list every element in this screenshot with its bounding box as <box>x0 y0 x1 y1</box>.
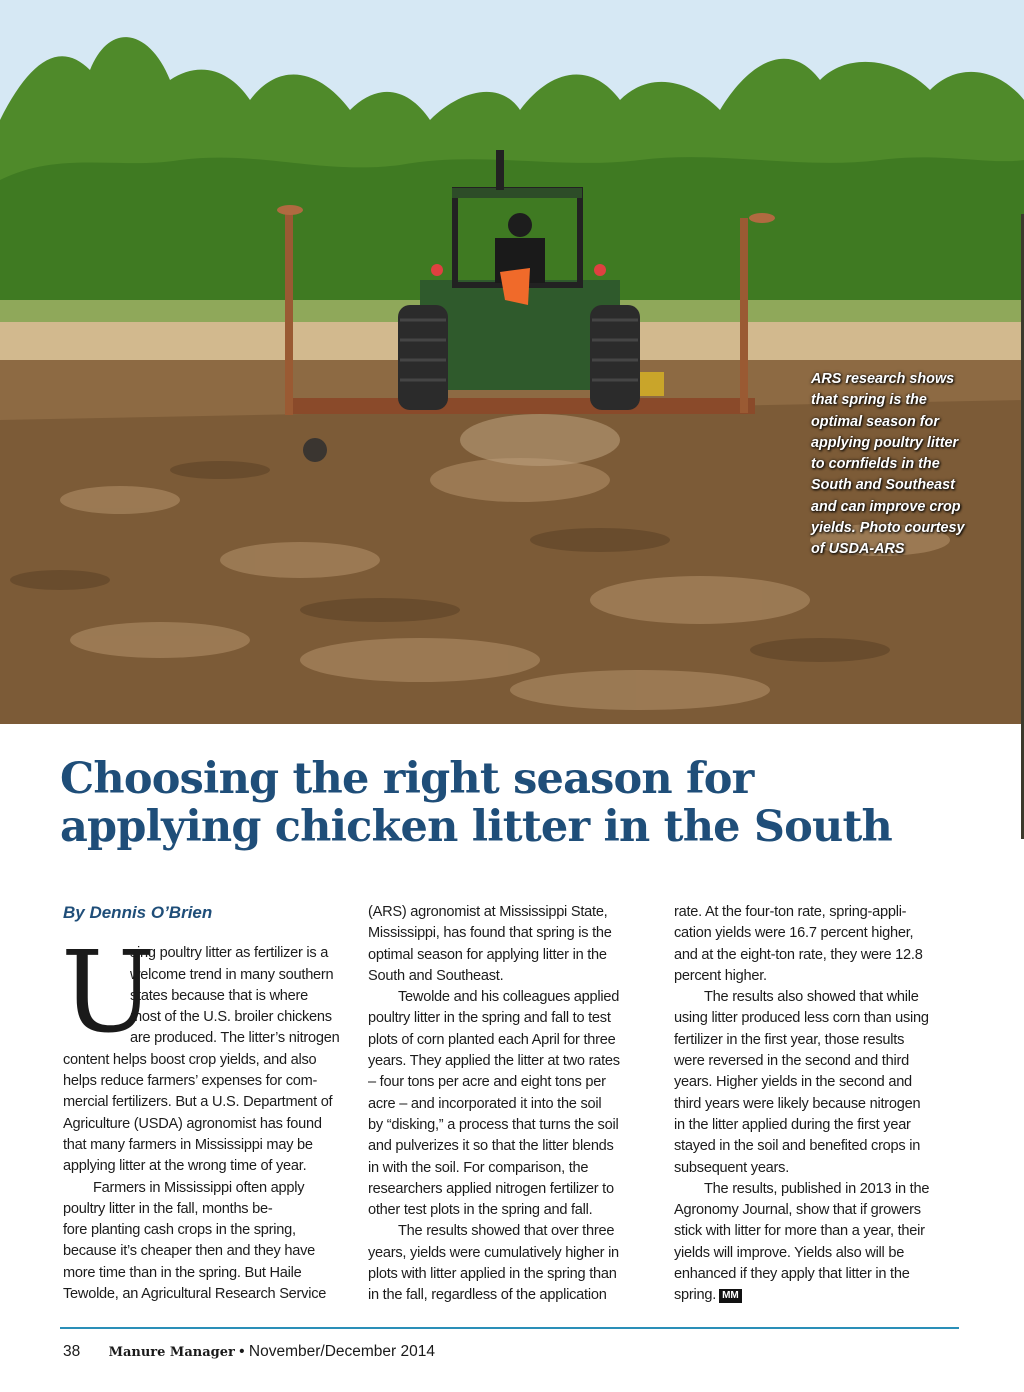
caption-line: yields. Photo courtesy <box>811 520 965 537</box>
body-line: – four tons per acre and eight tons per <box>368 1074 606 1091</box>
article-column-1 <box>63 902 348 1305</box>
body-line: Tewolde and his colleagues applied <box>398 989 620 1006</box>
body-line: using litter produced less corn than using <box>674 1010 929 1027</box>
body-line: poultry litter in the fall, months be- <box>63 1200 273 1217</box>
drop-cap: U <box>61 928 156 1059</box>
body-line: rate. At the four-ton rate, spring-appli- <box>674 904 907 920</box>
body-line: stick with litter for more than a year, their <box>674 1223 925 1240</box>
body-line: years. Higher yields in the second and <box>674 1074 912 1091</box>
body-line: are produced. The litter’s nitrogen <box>130 1030 340 1047</box>
body-line: most of the U.S. broiler chickens <box>130 1009 332 1026</box>
body-line: mercial fertilizers. But a U.S. Department of <box>63 1094 333 1111</box>
caption-line: South and Southeast <box>811 477 955 494</box>
body-line: (ARS) agronomist at Mississippi State, <box>368 904 608 920</box>
article-column-3 <box>674 902 959 1307</box>
body-line: were reversed in the second and third <box>674 1053 909 1070</box>
body-line: and at the eight-ton rate, they were 12.8 <box>674 946 923 963</box>
body-line: The results also showed that while <box>704 989 919 1006</box>
caption-line: and can improve crop <box>811 498 961 515</box>
body-line: Agriculture (USDA) agronomist has found <box>63 1115 322 1132</box>
page-number: 38 <box>63 1343 81 1360</box>
body-line: applying litter at the wrong time of year. <box>63 1158 307 1175</box>
body-line: other test plots in the spring and fall. <box>368 1202 593 1219</box>
body-line: helps reduce farmers’ expenses for com- <box>63 1073 318 1090</box>
body-line: in the fall, regardless of the application <box>368 1287 607 1304</box>
body-line: fore planting cash crops in the spring, <box>63 1222 296 1239</box>
article-headline <box>60 755 960 851</box>
body-line: sing poultry litter as fertilizer is a <box>130 945 329 962</box>
body-line: more time than in the spring. But Haile <box>63 1264 302 1281</box>
body-line: in with the soil. For comparison, the <box>368 1159 589 1176</box>
body-line: The results, published in 2013 in the <box>704 1180 930 1197</box>
byline: By Dennis O’Brien <box>63 903 213 922</box>
footer-separator: • <box>239 1343 245 1360</box>
caption-line: to cornfields in the <box>811 456 940 473</box>
body-line: stayed in the soil and benefited crops in <box>674 1138 921 1155</box>
body-line: enhanced if they apply that litter in the <box>674 1266 910 1283</box>
body-line: subsequent years. <box>674 1159 790 1176</box>
body-line: welcome trend in many southern <box>130 966 334 983</box>
body-line: in the litter applied during the first year <box>674 1116 911 1133</box>
body-line: that many farmers in Mississippi may be <box>63 1136 313 1153</box>
body-line: percent higher. <box>674 967 767 984</box>
body-line: years. They applied the litter at two rates <box>368 1053 620 1070</box>
caption-line: applying poultry litter <box>811 434 959 451</box>
end-mark-logo: MM <box>719 1289 742 1303</box>
body-line: and pulverizes it so that the litter blends <box>368 1138 614 1155</box>
body-line: cation yields were 16.7 percent higher, <box>674 925 914 942</box>
body-line: optimal season for applying litter in the <box>368 946 607 963</box>
body-line: Mississippi, has found that spring is the <box>368 925 612 942</box>
body-line: third years were likely because nitrogen <box>674 1095 921 1112</box>
caption-line: ARS research shows <box>811 371 955 387</box>
article-column-2 <box>368 902 650 1307</box>
body-line: poultry litter in the spring and fall to test <box>368 1010 611 1027</box>
caption-line: that spring is the <box>811 392 927 409</box>
body-line: spring. <box>674 1287 717 1304</box>
last-line <box>674 1285 959 1306</box>
body-line: The results showed that over three <box>398 1223 615 1240</box>
body-line: Agronomy Journal, show that if growers <box>674 1202 921 1219</box>
issue-date: November/December 2014 <box>248 1343 435 1360</box>
page-footer <box>63 1343 435 1361</box>
body-line: because it’s cheaper then and they have <box>63 1243 316 1260</box>
body-line: by “disking,” a process that turns the soil <box>368 1116 619 1133</box>
body-line: plots of corn planted each April for three <box>368 1031 616 1048</box>
body-line: years, yields were cumulatively higher in <box>368 1244 619 1261</box>
body-line: states because that is where <box>130 987 308 1004</box>
body-line: South and Southeast. <box>368 967 504 984</box>
body-line: Tewolde, an Agricultural Research Service <box>63 1286 327 1303</box>
footer-rule <box>60 1327 959 1329</box>
photo-caption <box>811 369 1011 561</box>
drop-cap-paragraph <box>61 928 348 1059</box>
body-line: fertilizer in the first year, those results <box>674 1031 905 1048</box>
body-line: acre – and incorporated it into the soil <box>368 1095 602 1112</box>
magazine-name: Manure Manager <box>108 1345 235 1360</box>
body-line: content helps boost crop yields, and also <box>63 1051 317 1068</box>
body-line: researchers applied nitrogen fertilizer to <box>368 1180 614 1197</box>
body-line: yields will improve. Yields also will be <box>674 1244 905 1261</box>
headline-line-2: applying chicken litter in the South <box>60 802 893 852</box>
headline-line-1: Choosing the right season for <box>60 754 754 804</box>
caption-line: optimal season for <box>811 413 939 430</box>
body-line: plots with litter applied in the spring than <box>368 1266 617 1283</box>
body-line: Farmers in Mississippi often apply <box>93 1179 305 1196</box>
caption-line: of USDA-ARS <box>811 541 905 558</box>
